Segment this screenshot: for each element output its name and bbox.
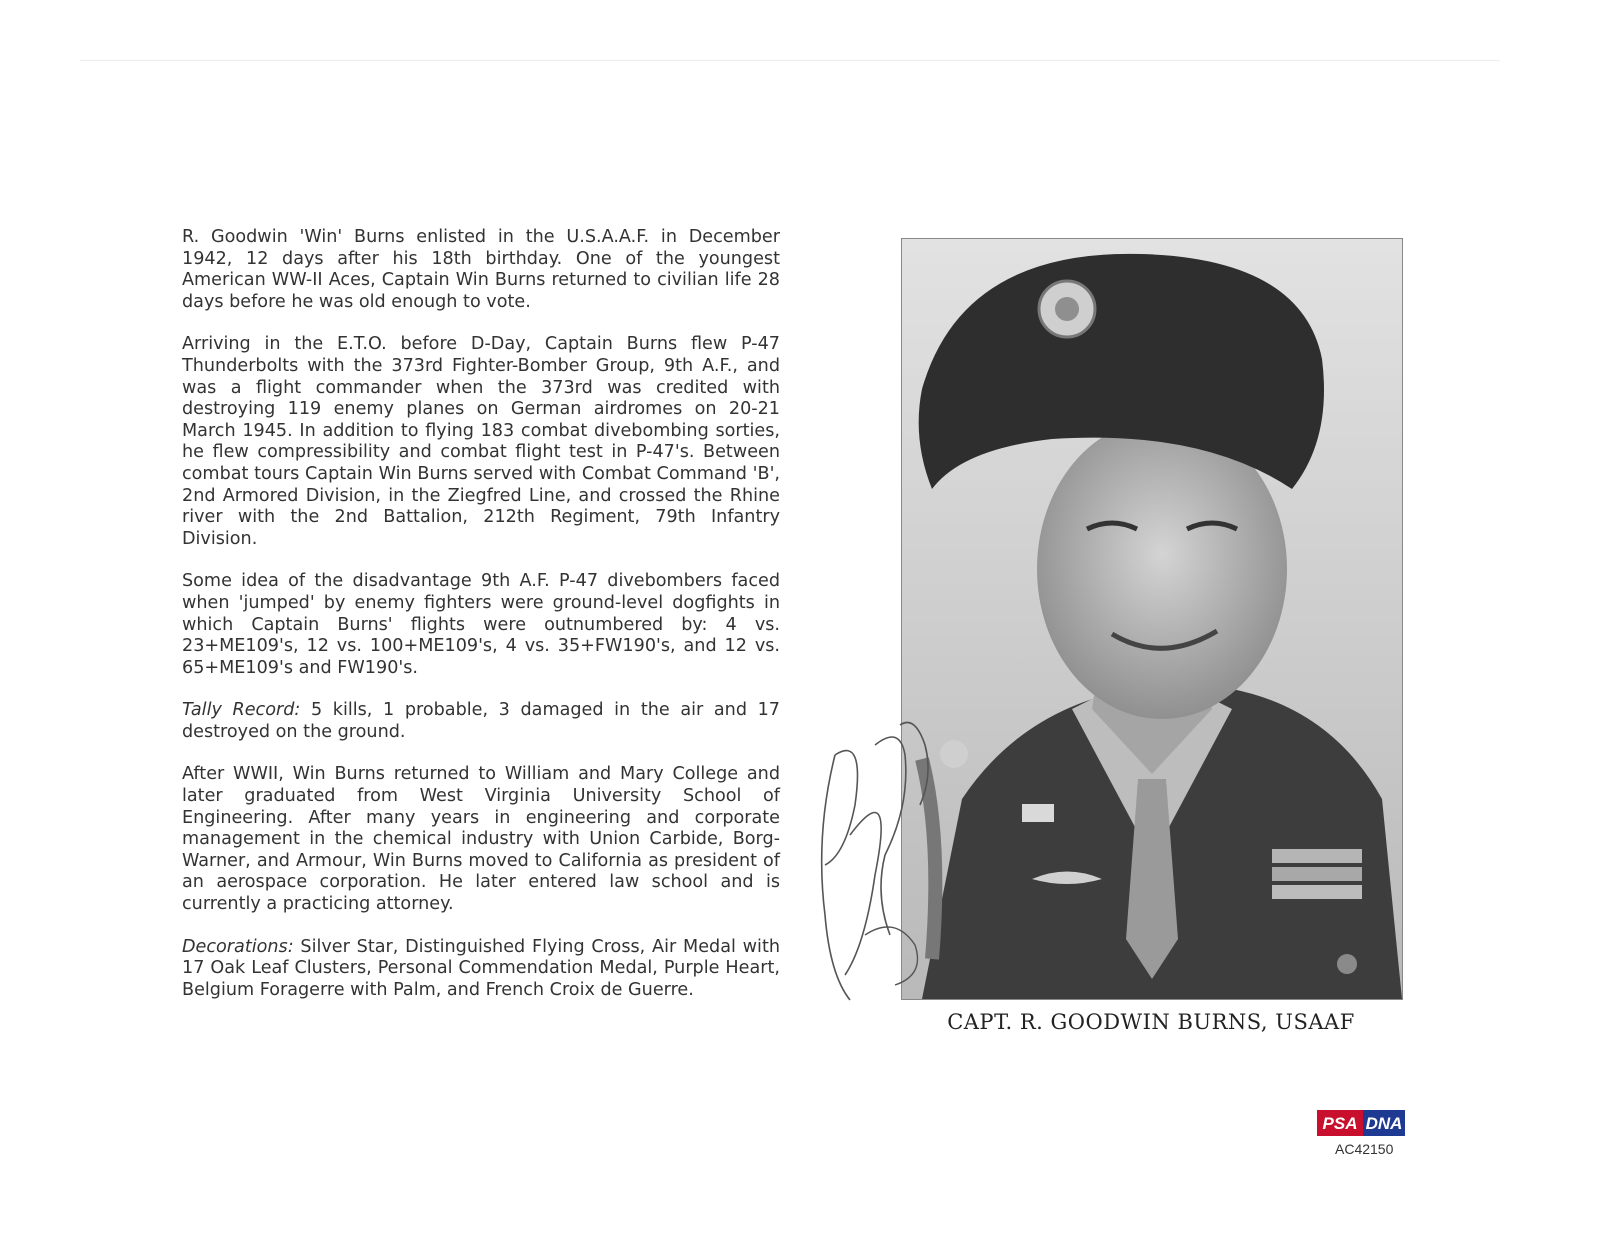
collar-insignia [940, 740, 968, 768]
tally-text: 5 kills, 1 probable, 3 damaged in the air and 17 destroyed on the ground. [182, 700, 781, 742]
portrait-illustration [902, 239, 1402, 999]
portrait-photo [901, 238, 1403, 1000]
photo-caption: CAPT. R. GOODWIN BURNS, USAAF [947, 1010, 1355, 1034]
biography-text [182, 227, 780, 1022]
decorations-label: Decorations: [182, 936, 294, 957]
cap-badge-center [1055, 297, 1079, 321]
bio-paragraph-tally [182, 700, 780, 743]
psa-logo-text: PSA [1322, 1114, 1358, 1133]
lapel-insignia [1022, 804, 1054, 822]
bio-paragraph-enlistment: R. Goodwin 'Win' Burns enlisted in the U.S.A.A.F. in December 1942, 12 days after his 18th birthday. One of the youngest American WW-II Aces, Captain Win Burns returned to civilian life 28 days before he was old enough to vote. [182, 227, 780, 312]
ribbon-bar-1 [1272, 849, 1362, 863]
bio-paragraph-dogfights: Some idea of the disadvantage 9th A.F. P-47 divebombers faced when 'jumped' by enemy fighters were ground-level dogfights in which Captain Burns' flights were outnumbered by: 4 vs. 23+ME109's, 12 vs. 100+ME109's, 4 vs. 35+FW190's, and 12 vs. 65+ME109's and FW190's. [182, 571, 780, 678]
psa-dna-logo-graphic [1317, 1110, 1405, 1136]
authentication-code: AC42150 [1335, 1141, 1394, 1157]
decorations-text: Silver Star, Distinguished Flying Cross, Air Medal with 17 Oak Leaf Clusters, Personal Commendation Medal, Purple Heart, Belgium Foragerre with Palm, and French Croix de Guerre. [182, 936, 780, 1000]
jacket-button [1337, 954, 1357, 974]
bio-paragraph-decorations [182, 937, 780, 1002]
bio-paragraph-postwar: After WWII, Win Burns returned to William and Mary College and later graduated from West Virginia University School of Engineering. After many years in engineering and corporate management in the chemical industry with Union Carbide, Borg-Warner, and Armour, Win Burns moved to California as president of an aerospace corporation. He later entered law school and is currently a practicing attorney. [182, 764, 780, 915]
ribbon-bar-2 [1272, 867, 1362, 881]
ribbon-bar-3 [1272, 885, 1362, 899]
dna-logo-text: DNA [1365, 1114, 1403, 1133]
psa-dna-logo [1317, 1110, 1405, 1136]
top-divider [80, 60, 1500, 61]
tally-label: Tally Record: [182, 700, 301, 721]
bio-paragraph-combat: Arriving in the E.T.O. before D-Day, Captain Burns flew P-47 Thunderbolts with the 373rd Fighter-Bomber Group, 9th A.F., and was a flight commander when the 373rd was credited with destroying 119 enemy planes on German airdromes on 20-21 March 1945. In addition to flying 183 combat divebombing sorties, he flew compressibility and combat flight test in P-47's. Between combat tours Captain Win Burns served with Combat Command 'B', 2nd Armored Division, in the Ziegfred Line, and crossed the Rhine river with the 2nd Battalion, 212th Regiment, 79th Infantry Division. [182, 334, 780, 549]
